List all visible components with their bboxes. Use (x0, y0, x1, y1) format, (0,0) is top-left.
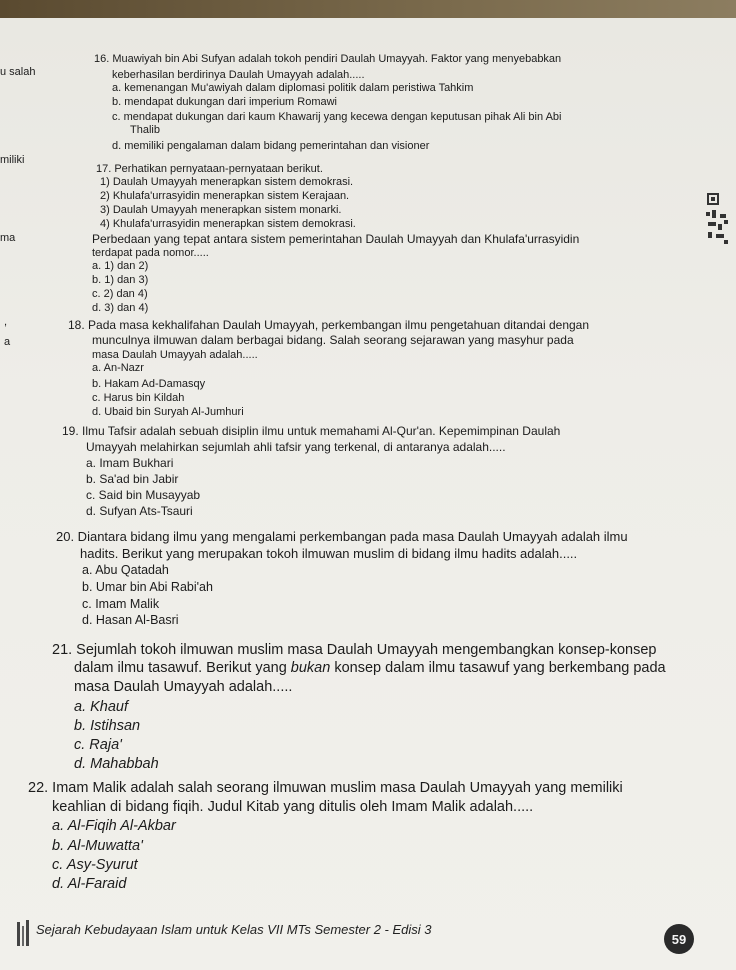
question-17-statement-4: 4) Khulafa'urrasyidin menerapkan sistem demokrasi. (100, 218, 356, 230)
question-19-option-b: b. Sa'ad bin Jabir (86, 472, 179, 486)
question-20-text: hadits. Berikut yang merupakan tokoh ilmuwan muslim di bidang ilmu hadits adalah..... (80, 546, 578, 561)
question-16-text: keberhasilan berdirinya Daulah Umayyah adalah..... (112, 69, 365, 81)
question-22-text: keahlian di bidang fiqih. Judul Kitab yang ditulis oleh Imam Malik adalah..... (52, 799, 534, 815)
margin-fragment: u salah (0, 66, 36, 78)
question-21-text: 21. Sejumlah tokoh ilmuwan muslim masa Daulah Umayyah mengembangkan konsep-konsep (52, 642, 657, 658)
question-17-text: 17. Perhatikan pernyataan-pernyataan berikut. (96, 163, 323, 175)
question-16-option-c: c. mendapat dukungan dari kaum Khawarij yang kecewa dengan keputusan pihak Ali bin Abi (112, 111, 562, 123)
question-18-option-c: c. Harus bin Kildah (92, 392, 185, 404)
emphasis-bukan: bukan (290, 660, 331, 676)
question-18-text: masa Daulah Umayyah adalah..... (92, 349, 258, 361)
question-21-option-b: b. Istihsan (74, 718, 141, 734)
question-19-option-c: c. Said bin Musayyab (86, 488, 201, 502)
question-22-option-a: a. Al-Fiqih Al-Akbar (52, 818, 176, 834)
question-20-option-b: b. Umar bin Abi Rabi'ah (82, 580, 213, 594)
margin-fragment: a (4, 336, 11, 348)
question-18-option-d: d. Ubaid bin Suryah Al-Jumhuri (92, 406, 244, 418)
question-18-text: 18. Pada masa kekhalifahan Daulah Umayyah, perkembangan ilmu pengetahuan ditandai dengan (68, 318, 590, 332)
margin-fragment: , (4, 316, 8, 328)
question-17-option-d: d. 3) dan 4) (92, 302, 149, 314)
margin-fragment: ma (0, 232, 16, 244)
question-21-option-c: c. Raja' (74, 737, 122, 753)
question-21-option-a: a. Khauf (74, 699, 129, 715)
question-19-option-d: d. Sufyan Ats-Tsauri (86, 504, 193, 518)
question-16-option-b: b. mendapat dukungan dari imperium Romawi (112, 96, 338, 108)
question-17-text: terdapat pada nomor..... (92, 247, 209, 259)
question-19-text: Umayyah melahirkan sejumlah ahli tafsir yang terkenal, di antaranya adalah..... (86, 440, 506, 454)
qr-code-icon (702, 190, 732, 250)
question-20-option-d: d. Hasan Al-Basri (82, 613, 179, 627)
question-22-text: 22. Imam Malik adalah salah seorang ilmuwan muslim masa Daulah Umayyah yang memiliki (28, 780, 623, 796)
question-20-option-c: c. Imam Malik (82, 597, 160, 611)
question-20-text: 20. Diantara bidang ilmu yang mengalami perkembangan pada masa Daulah Umayyah adalah ilmu (56, 529, 628, 544)
question-19-text: 19. Ilmu Tafsir adalah sebuah disiplin ilmu untuk memahami Al-Qur'an. Kepemimpinan Daulah (62, 424, 561, 438)
question-21-text: masa Daulah Umayyah adalah..... (74, 679, 293, 695)
footer-book-title: Sejarah Kebudayaan Islam untuk Kelas VII MTs Semester 2 - Edisi 3 (36, 922, 432, 937)
question-20-option-a: a. Abu Qatadah (82, 563, 169, 577)
question-16-option-c-cont: Thalib (130, 124, 160, 136)
question-22-option-b: b. Al-Muwatta' (52, 838, 143, 854)
question-21-option-d: d. Mahabbah (74, 756, 159, 772)
question-17-text: Perbedaan yang tepat antara sistem pemerintahan Daulah Umayyah dan Khulafa'urrasyidin (92, 232, 580, 246)
question-17-option-c: c. 2) dan 4) (92, 288, 148, 300)
question-17-statement-2: 2) Khulafa'urrasyidin menerapkan sistem Kerajaan. (100, 190, 350, 202)
margin-fragment: miliki (0, 154, 25, 166)
question-18-option-a: a. An-Nazr (92, 362, 144, 374)
question-21-text: dalam ilmu tasawuf. Berikut yang bukan konsep dalam ilmu tasawuf yang berkembang pada (74, 660, 666, 676)
question-17-statement-1: 1) Daulah Umayyah menerapkan sistem demokrasi. (100, 176, 354, 188)
question-22-option-c: c. Asy-Syurut (52, 857, 138, 873)
question-17-statement-3: 3) Daulah Umayyah menerapkan sistem monarki. (100, 204, 342, 216)
question-17-option-b: b. 1) dan 3) (92, 274, 149, 286)
question-17-option-a: a. 1) dan 2) (92, 260, 149, 272)
page-number: 59 (664, 924, 694, 954)
question-18-text: munculnya ilmuwan dalam berbagai bidang. Salah seorang sejarawan yang masyhur pada (92, 333, 574, 347)
footer-ornament-icon (16, 918, 32, 948)
question-16-option-d: d. memiliki pengalaman dalam bidang pemerintahan dan visioner (112, 140, 430, 152)
question-16-option-a: a. kemenangan Mu'awiyah dalam diplomasi politik dalam peristiwa Tahkim (112, 82, 474, 94)
question-22-option-d: d. Al-Faraid (52, 876, 127, 892)
question-18-option-b: b. Hakam Ad-Damasqy (92, 378, 206, 390)
question-16-text: 16. Muawiyah bin Abi Sufyan adalah tokoh pendiri Daulah Umayyah. Faktor yang menyebabkan (94, 53, 562, 65)
question-19-option-a: a. Imam Bukhari (86, 456, 174, 470)
